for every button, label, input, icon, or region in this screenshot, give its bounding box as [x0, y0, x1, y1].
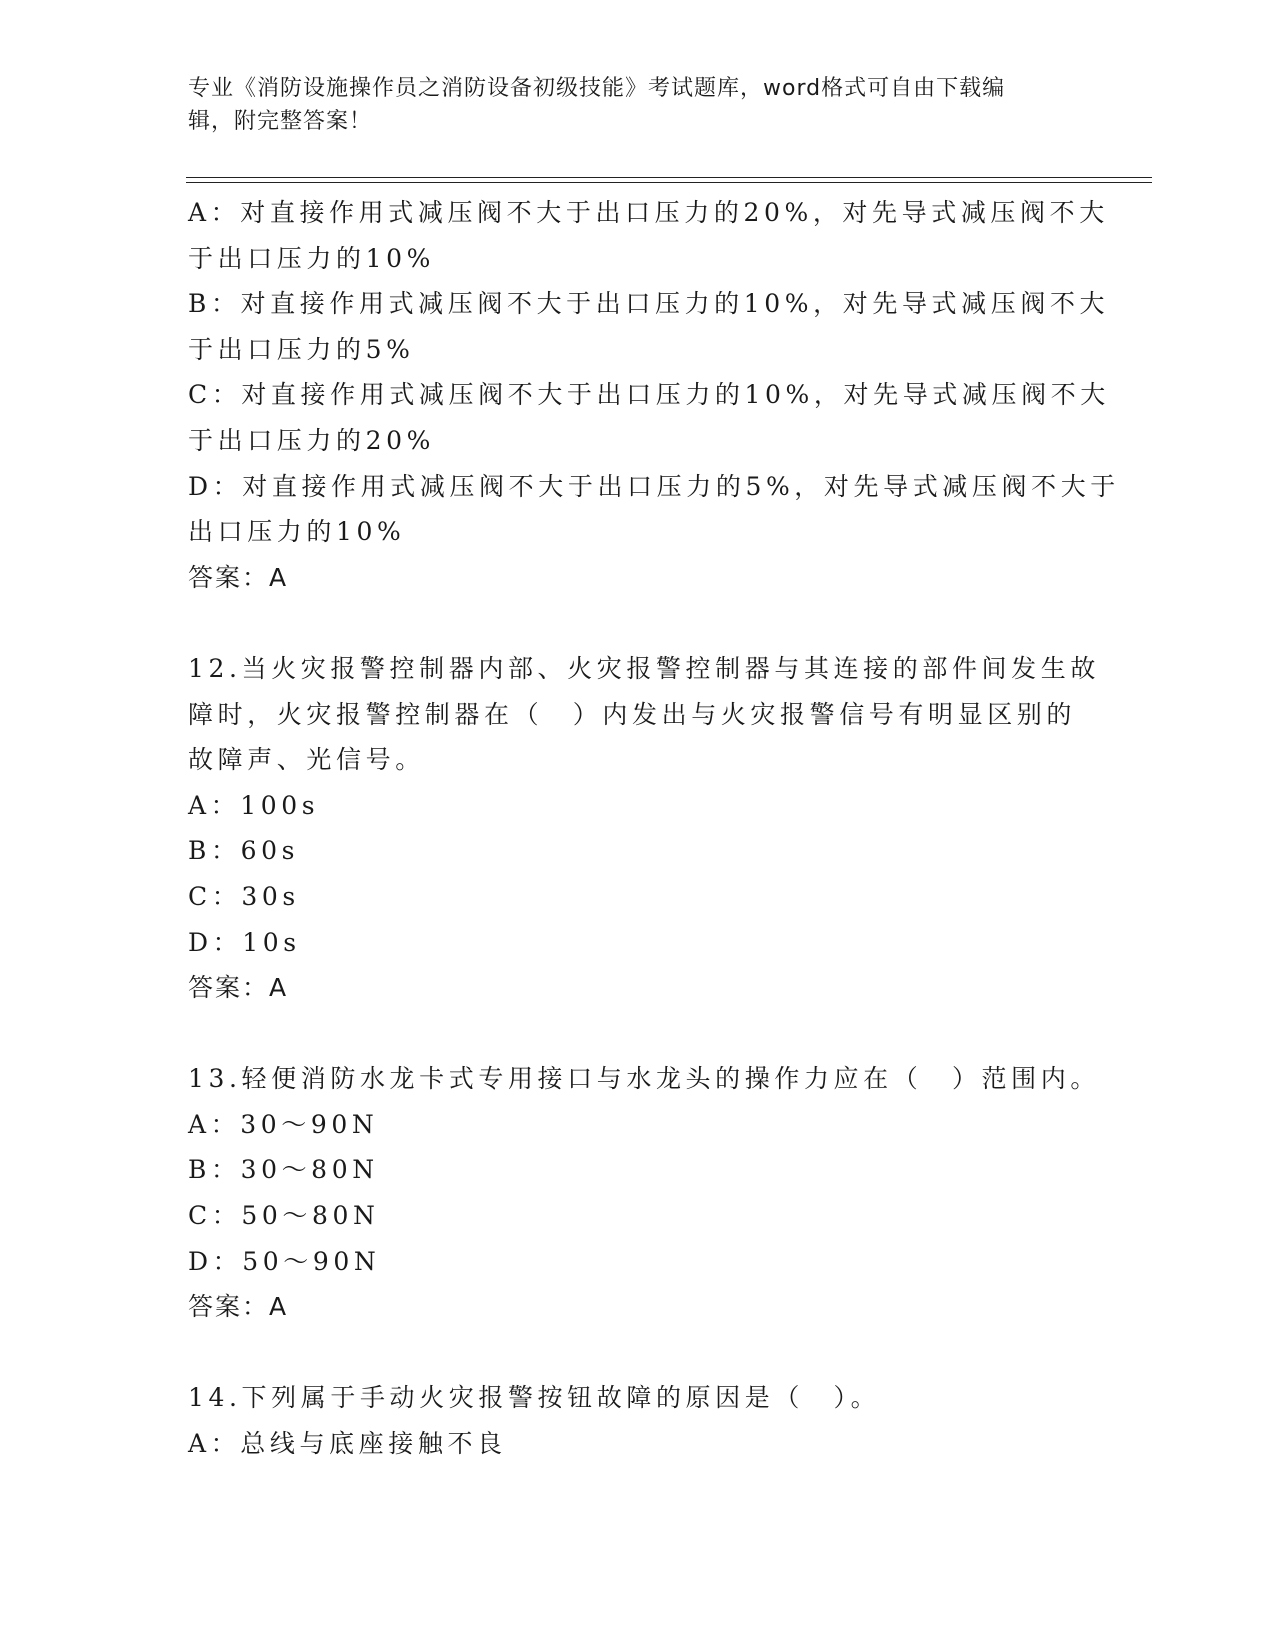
document-header — [188, 72, 1068, 138]
header-rule-bottom — [186, 182, 1152, 183]
option-b: B：60s — [188, 836, 300, 866]
question-stem-line: 障时，火灾报警控制器在（ ）内发出与火灾报警信号有明显区别的 — [188, 699, 1077, 729]
header-line-2: 辑，附完整答案！ — [188, 109, 373, 134]
option-a: A：总线与底座接触不良 — [188, 1429, 507, 1459]
question-12-block — [188, 646, 1100, 1011]
option-d: D：10s — [188, 927, 301, 957]
option-a: A：100s — [188, 790, 320, 820]
question-stem-line: 12.当火灾报警控制器内部、火灾报警控制器与其连接的部件间发生故 — [188, 653, 1100, 683]
option-c-line-1: C：对直接作用式减压阀不大于出口压力的10%，对先导式减压阀不大 — [188, 380, 1110, 410]
question-stem-line: 14.下列属于手动火灾报警按钮故障的原因是（ ）。 — [188, 1383, 881, 1413]
header-rule-top — [186, 177, 1152, 178]
header-line-1: 专业《消防设施操作员之消防设备初级技能》考试题库，word格式可自由下载编 — [188, 76, 1006, 101]
question-14-block — [188, 1375, 1088, 1466]
question-stem-line: 13.轻便消防水龙卡式专用接口与水龙头的操作力应在（ ）范围内。 — [188, 1064, 1100, 1094]
answer-line: 答案：A — [188, 1292, 289, 1322]
option-d-line-1: D：对直接作用式减压阀不大于出口压力的5%，对先导式减压阀不大于 — [188, 471, 1120, 501]
option-b-line-2: 于出口压力的5% — [188, 334, 415, 364]
question-13-block — [188, 1056, 1100, 1330]
spacer — [188, 600, 1088, 646]
option-d: D：50～90N — [188, 1246, 381, 1276]
option-b-line-1: B：对直接作用式减压阀不大于出口压力的10%，对先导式减压阀不大 — [188, 289, 1110, 319]
option-c: C：30s — [188, 881, 300, 911]
answer-line: 答案：A — [188, 973, 289, 1003]
spacer — [188, 1330, 1088, 1376]
spacer — [188, 1011, 1088, 1057]
option-d-line-2: 出口压力的10% — [188, 517, 406, 547]
option-a: A：30～90N — [188, 1109, 379, 1139]
option-a-line-1: A：对直接作用式减压阀不大于出口压力的20%，对先导式减压阀不大 — [188, 198, 1109, 227]
answer-line: 答案：A — [188, 562, 289, 592]
option-a-line-2: 于出口压力的10% — [188, 243, 435, 273]
option-b: B：30～80N — [188, 1155, 379, 1185]
question-content — [188, 190, 1120, 1467]
prev-question-block — [188, 190, 1120, 600]
option-c: C：50～80N — [188, 1201, 380, 1231]
option-c-line-2: 于出口压力的20% — [188, 425, 435, 455]
question-stem-line: 故障声、光信号。 — [188, 745, 425, 775]
